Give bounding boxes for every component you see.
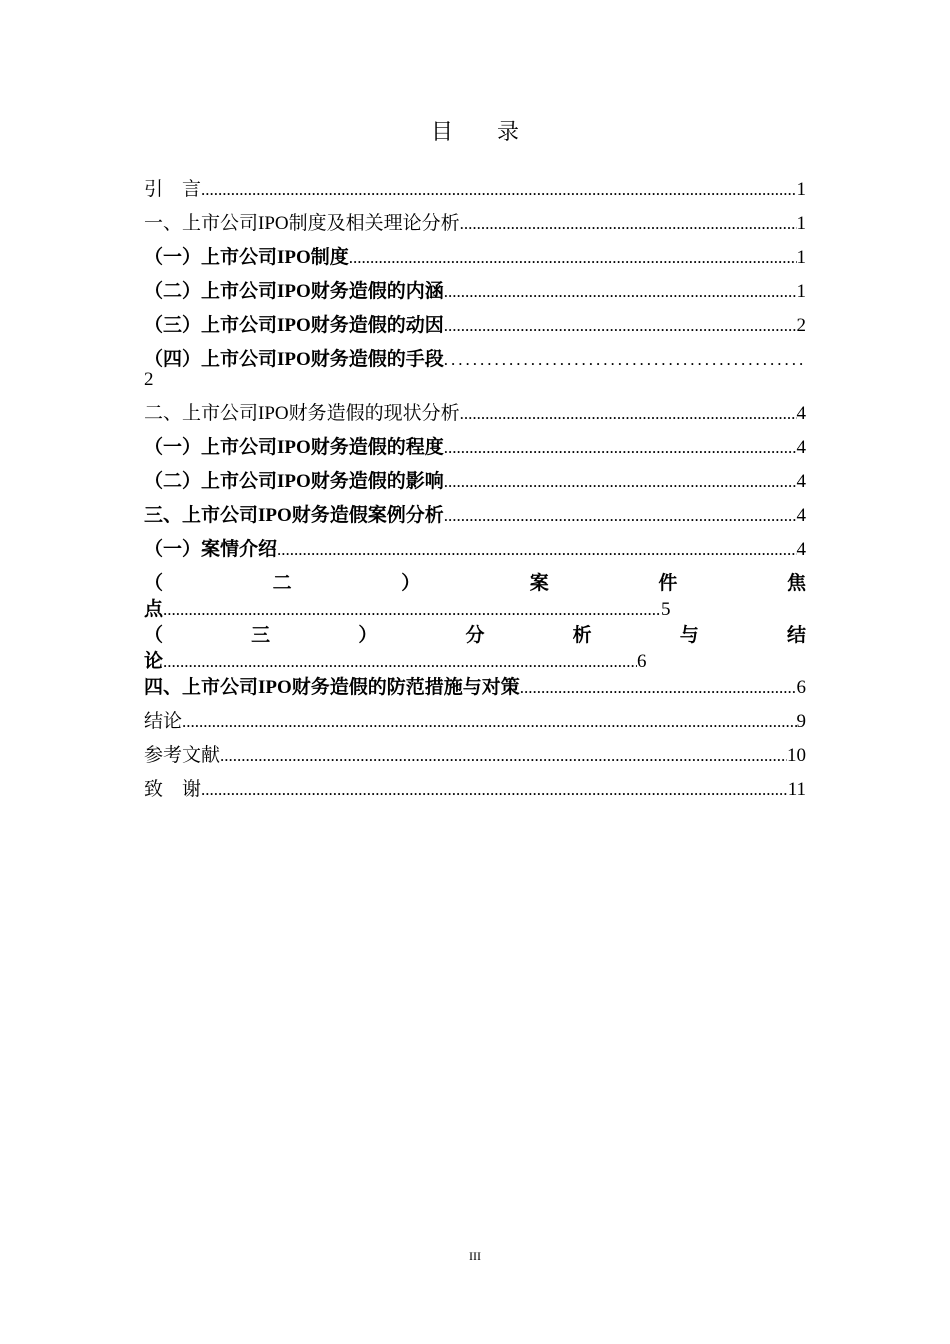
toc-entry-label: 二、上市公司IPO财务造假的现状分析	[144, 403, 460, 424]
leader-dots	[444, 472, 797, 492]
leader-dots	[444, 506, 797, 526]
toc-entry-intro[interactable]	[144, 174, 806, 208]
toc-page-number: 1	[796, 281, 806, 302]
toc-page-number: 1	[796, 179, 806, 200]
toc-entry-label: 结论	[144, 711, 183, 732]
toc-entry-3-2[interactable]	[144, 568, 806, 620]
toc-entry-chapter-1[interactable]	[144, 208, 806, 242]
leader-dots	[520, 678, 797, 698]
toc-page-number: 4	[796, 505, 806, 526]
toc-page-number: 4	[796, 403, 806, 424]
toc-page-number: 1	[796, 213, 806, 234]
leader-dots	[163, 600, 661, 620]
toc-entry-3-1[interactable]	[144, 534, 806, 568]
toc-entry-label: 参考文献	[144, 745, 221, 766]
toc-page-number: 2	[144, 369, 154, 390]
toc-entry-label: 四、上市公司IPO财务造假的防范措施与对策	[144, 677, 520, 698]
toc-entry-label: （一）上市公司IPO制度	[144, 247, 349, 268]
toc-entry-conclusion[interactable]	[144, 706, 806, 740]
leader-dots	[201, 780, 788, 800]
leader-dots	[182, 712, 796, 732]
toc-entry-label: （一）上市公司IPO财务造假的程度	[144, 437, 444, 458]
leader-dots	[201, 180, 796, 200]
toc-entry-2-1[interactable]	[144, 432, 806, 466]
toc-entry-1-1[interactable]	[144, 242, 806, 276]
leader-dots	[277, 540, 796, 560]
toc-page-number: 10	[787, 745, 806, 766]
toc-page-number: 1	[796, 247, 806, 268]
toc-entry-label: 引 言	[144, 179, 202, 200]
toc-page-number: 5	[661, 599, 671, 620]
toc-entry-label: （二）上市公司IPO财务造假的内涵	[144, 281, 444, 302]
toc-page-number: 6	[637, 651, 647, 672]
toc-entry-continuation: 论 ..... 6	[144, 646, 806, 672]
toc-page-number: 4	[796, 539, 806, 560]
toc-entry-1-3[interactable]	[144, 310, 806, 344]
toc-entry-label: （一）案情介绍	[144, 539, 278, 560]
toc-entry-2-2[interactable]	[144, 466, 806, 500]
toc-entry-acknowledgements[interactable]	[144, 774, 806, 808]
leader-dots	[460, 214, 797, 234]
leader-dots	[460, 404, 797, 424]
toc-entry-label: 三、上市公司IPO财务造假案例分析	[144, 505, 444, 526]
toc-entry-label-spread: （ 三 ） 分 析 与 结	[144, 625, 806, 646]
toc-entry-label: （三）上市公司IPO财务造假的动因	[144, 315, 444, 336]
toc-entry-1-4[interactable]	[144, 344, 806, 370]
toc-entry-1-2[interactable]	[144, 276, 806, 310]
toc-entry-label: （四）上市公司IPO财务造假的手段	[144, 349, 444, 370]
toc-entry-chapter-4[interactable]	[144, 672, 806, 706]
toc-entry-label: （二）上市公司IPO财务造假的影响	[144, 471, 444, 492]
page-footer-number: III	[469, 1249, 481, 1263]
leader-dots	[444, 438, 797, 458]
toc-page-number: 2	[796, 315, 806, 336]
toc-entry-continuation: 点 ..... 5	[144, 594, 806, 620]
toc-page-number: 6	[796, 677, 806, 698]
toc-entry-label: 致 谢	[144, 779, 202, 800]
toc-page-number: 11	[787, 779, 806, 800]
leader-dots	[163, 652, 637, 672]
toc-page-number: 4	[796, 471, 806, 492]
leader-dots	[444, 316, 797, 336]
toc-entry-chapter-3[interactable]	[144, 500, 806, 534]
toc-entry-3-3[interactable]	[144, 620, 806, 672]
toc-title: 目 录	[430, 119, 519, 144]
table-of-contents	[144, 174, 806, 808]
leader-dots	[444, 350, 806, 370]
toc-entry-label-spread: （ 二 ） 案 件 焦	[144, 573, 806, 594]
toc-entry-references[interactable]	[144, 740, 806, 774]
leader-dots	[220, 746, 787, 766]
leader-dots	[349, 248, 797, 268]
leader-dots	[444, 282, 797, 302]
toc-entry-label: 一、上市公司IPO制度及相关理论分析	[144, 213, 460, 234]
toc-page-number: 9	[796, 711, 806, 732]
toc-page-number: 4	[796, 437, 806, 458]
toc-entry-chapter-2[interactable]	[144, 398, 806, 432]
